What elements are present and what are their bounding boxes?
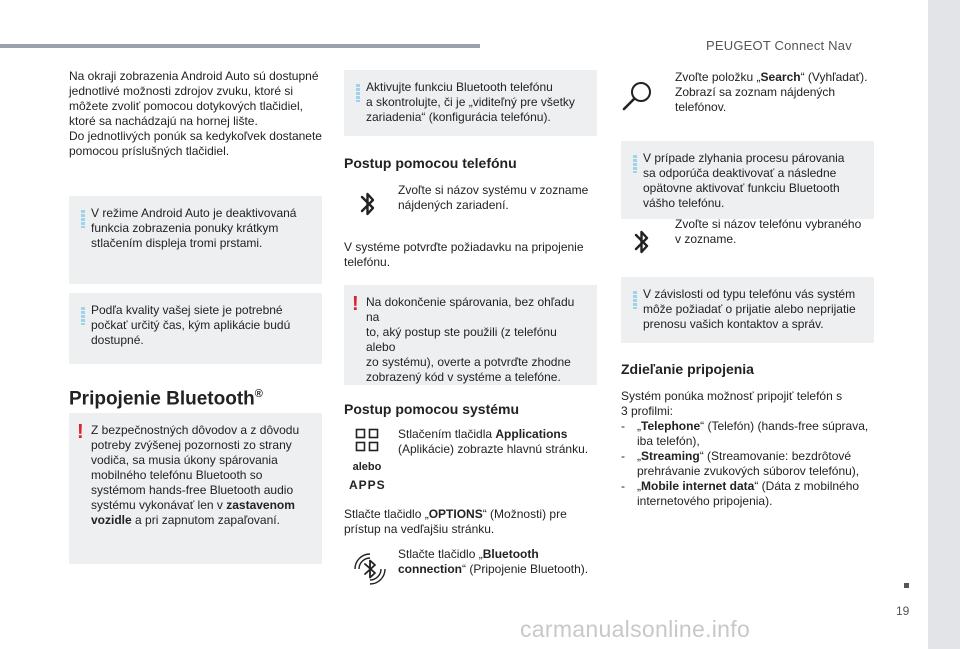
applications-grid-icon — [355, 428, 379, 452]
info-box-contacts — [621, 277, 874, 343]
section-heading-bluetooth: Pripojenie Bluetooth® — [69, 388, 263, 410]
step-bluetooth-connection: Stlačte tlačidlo „Bluetooth connection“ (Pripojenie Bluetooth). — [398, 547, 589, 576]
list-item: - „Mobile internet data“ (Dáta z mobilného internetového pripojenia). — [621, 479, 860, 508]
warning-box-safety — [69, 413, 322, 564]
list-dash: - — [621, 419, 625, 433]
apps-button-label: APPS — [349, 478, 386, 492]
info-icon — [81, 210, 85, 228]
info-text: Podľa kvality vašej siete je potrebné počkať určitý čas, kým aplikácie budú dostupné. — [91, 303, 291, 347]
or-label: alebo — [352, 461, 382, 473]
page-number: 19 — [896, 604, 910, 618]
step-search: Zvoľte položku „Search“ (Vyhľadať). Zobrazí sa zoznam nájdených telefónov. — [675, 70, 868, 114]
step-options: Stlačte tlačidlo „OPTIONS“ (Možnosti) pre prístup na vedľajšiu stránku. — [344, 507, 567, 536]
section-heading-phone: Postup pomocou telefónu — [344, 155, 517, 171]
info-icon — [81, 307, 85, 325]
header-title: PEUGEOT Connect Nav — [706, 38, 852, 53]
section-heading-sharing: Zdieľanie pripojenia — [621, 361, 754, 377]
info-icon — [633, 155, 637, 173]
info-text: V prípade zlyhania procesu párovania sa odporúča deaktivovať a následne opätovne aktivovať funkciu Bluetooth vášho telefónu. — [643, 151, 845, 210]
warning-icon — [352, 295, 359, 313]
info-box-activate-bluetooth — [344, 70, 597, 136]
info-text: V závislosti od typu telefónu vás systém môže požiadať o prijatie alebo neprijatie prenosu vašich kontaktov a správ. — [643, 287, 856, 331]
step-choose-phone: Zvoľte si názov telefónu vybraného v zozname. — [675, 217, 862, 246]
info-icon — [633, 291, 637, 309]
step-choose-system: Zvoľte si názov systému v zozname nájdených zariadení. — [398, 183, 589, 212]
profiles-list — [621, 419, 881, 509]
info-text: V režime Android Auto je deaktivovaná funkcia zobrazenia ponuky krátkym stlačením displeja tromi prstami. — [91, 206, 297, 250]
warning-text: Na dokončenie spárovania, bez ohľadu na to, aký postup ste použili (z telefónu alebo zo systému), overte a potvrďte zhodne zobrazený kód v systéme a telefóne. — [366, 295, 575, 384]
list-dash: - — [621, 449, 625, 463]
info-box-pairing-failure — [621, 141, 874, 219]
bluetooth-icon — [358, 188, 378, 220]
bluetooth-icon — [632, 226, 652, 258]
list-dash: - — [621, 479, 625, 493]
intro-text: Na okraji zobrazenia Android Auto sú dostupné jednotlivé možnosti zdrojov zvuku, ktoré si môžete zvoliť pomocou dotykových tlačidiel, ktoré sa nachádzajú na hornej lište. Do jednotlivých ponúk sa kedykoľvek dostanete pomocou príslušných tlačidiel. — [69, 69, 322, 158]
info-box-android-auto — [69, 196, 322, 284]
header-rule — [0, 44, 480, 48]
search-icon — [620, 78, 656, 114]
section-heading-system: Postup pomocou systému — [344, 401, 520, 417]
page-edge-strip — [928, 0, 960, 649]
info-icon — [356, 84, 360, 102]
info-text: Aktivujte funkciu Bluetooth telefónu a skontrolujte, či je „viditeľný pre všetky zariadenia“ (konfigurácia telefónu). — [366, 80, 575, 124]
page-end-marker — [904, 583, 909, 588]
confirm-text: V systéme potvrďte požiadavku na pripojenie telefónu. — [344, 240, 584, 269]
step-applications: Stlačením tlačidla Applications (Aplikácie) zobrazte hlavnú stránku. — [398, 427, 589, 456]
list-item: - „Telephone“ (Telefón) (hands-free súprava, iba telefón), — [621, 419, 869, 448]
warning-text: Z bezpečnostných dôvodov a z dôvodu potreby zvýšenej pozornosti zo strany vodiča, sa musia úkony spárovania mobilného telefónu Bluetooth so systémom hands-free Bluetooth audio systému vykonávať len v zastavenom vozidle a pri zapnutom zapaľovaní. — [91, 423, 300, 527]
info-box-network — [69, 293, 322, 364]
warning-box-code — [344, 285, 597, 385]
bluetooth-connection-icon — [350, 549, 390, 589]
list-item: - „Streaming“ (Streamovanie: bezdrôtové prehrávanie zvukových súborov telefónu), — [621, 449, 860, 478]
watermark: carmanualsonline.info — [520, 616, 751, 642]
warning-icon — [77, 423, 84, 441]
profiles-intro: Systém ponúka možnosť pripojiť telefón s 3 profilmi: — [621, 389, 843, 418]
